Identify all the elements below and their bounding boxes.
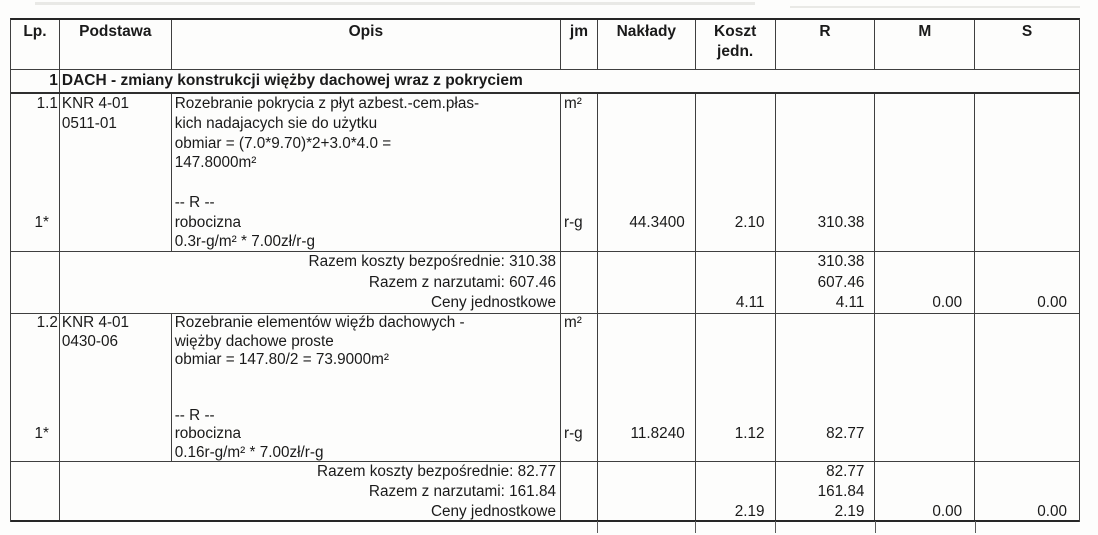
summary-direct-costs-label: Razem koszty bezpośrednie: 310.38 [308,253,556,270]
header-row [11,20,1079,70]
unit-price-r-value: 4.11 [835,294,865,312]
summary-naklady-cell [597,462,695,520]
spacer-line [696,273,775,294]
item-koszt-cell [695,94,775,251]
opis-line: Rozebranie elementów więźb dachowych - [174,314,465,331]
item-sub-number: 1* [34,213,49,231]
opis-line: 147.8000m² [174,154,257,172]
summary-s-cell [974,462,1079,520]
item-koszt-cell [695,314,775,461]
item-number: 1.2 [36,314,58,331]
sub-unit-label: r-g [563,425,583,442]
unit-price-koszt-value: 2.19 [734,502,765,520]
unit-label: m² [563,314,582,331]
summary-m-cell [874,252,974,313]
opis-line: robocizna [174,213,242,231]
item-jm-cell [560,314,597,461]
summary-with-markups-label: Razem z narzutami: 607.46 [368,273,556,291]
item-number: 1.1 [36,95,58,112]
summary-jm-cell [560,252,597,313]
unit-price-s-value: 0.00 [1037,502,1067,520]
col-header-koszt-line2: jedn. [717,43,754,60]
summary-block-1-1 [11,252,1079,314]
unit-price-r-value: 2.19 [834,502,865,520]
spacer-line [696,252,775,273]
unit-price-koszt-value: 4.11 [735,294,765,312]
spacer-line [975,273,1079,294]
spacer-line [975,252,1079,273]
summary-unit-prices-label: Ceny jednostkowe [430,294,556,312]
next-row-border-stub [597,521,598,533]
item-r-cell [775,314,875,461]
summary-with-markups-label: Razem z narzutami: 161.84 [368,482,556,500]
unit-price-s-value: 0.00 [1037,294,1067,312]
next-row-border-stub [975,521,976,533]
opis-line: obmiar = (7.0*9.70)*2+3.0*4.0 = [174,134,392,152]
col-header-koszt-line1: Koszt [714,23,757,40]
opis-line: kich nadajacych sie do użytku [174,114,378,132]
item-naklady-cell [597,314,695,461]
item-r-cell [775,94,875,251]
summary-jm-cell [560,462,597,520]
item-opis-cell [171,314,560,461]
with-markups-r-value: 161.84 [817,482,865,500]
summary-block-1-2 [11,462,1079,522]
summary-koszt-cell [695,252,775,313]
item-lp-cell [11,94,59,251]
col-header-naklady: Nakłady [597,20,695,69]
item-m-cell [874,314,974,461]
col-header-r: R [775,20,875,69]
koszt-jedn-value: 1.12 [734,425,765,442]
summary-lp-cell [11,462,59,520]
summary-s-cell [974,252,1079,313]
direct-costs-r-value: 310.38 [817,253,865,270]
naklady-value: 11.8240 [630,425,685,442]
col-header-jm: jm [560,20,597,69]
item-s-cell [974,314,1079,461]
scan-artifact [35,2,755,5]
spacer-line [875,273,974,294]
section-title: DACH - zmiany konstrukcji więżby dachowej wraz z pokryciem [59,70,1079,92]
col-header-s: S [974,20,1079,69]
next-row-border-stub [875,521,876,533]
summary-lp-cell [11,252,59,313]
spacer-line [975,462,1079,482]
section-row [11,70,1079,94]
item-row-1-2 [11,314,1079,462]
item-m-cell [874,94,974,251]
summary-m-cell [874,462,974,520]
summary-direct-costs-label: Razem koszty bezpośrednie: 82.77 [317,463,556,480]
item-podstawa-cell [59,314,171,461]
next-row-border-stub [775,521,776,533]
podstawa-line: KNR 4-01 [61,314,130,331]
unit-label: m² [563,95,582,112]
unit-price-m-value: 0.00 [932,294,963,312]
item-podstawa-cell [59,94,171,251]
item-sub-number: 1* [34,425,49,442]
spacer-line [875,462,974,482]
summary-r-cell [775,252,875,313]
item-lp-cell [11,314,59,461]
direct-costs-r-value: 82.77 [826,463,865,480]
section-number: 1 [49,72,58,89]
podstawa-line: KNR 4-01 [61,95,130,112]
naklady-value: 44.3400 [629,213,685,231]
summary-koszt-cell [695,462,775,520]
summary-label-cell [59,252,560,313]
col-header-koszt-jedn [695,20,775,69]
item-jm-cell [560,94,597,251]
col-header-opis: Opis [171,20,560,69]
summary-r-cell [775,462,875,520]
opis-line: -- R -- [174,406,215,424]
spacer-line [696,482,775,502]
item-row-1-1 [11,94,1079,252]
col-header-podstawa: Podstawa [59,20,171,69]
sub-unit-label: r-g [563,213,583,231]
summary-naklady-cell [597,252,695,313]
col-header-lp: Lp. [23,23,47,40]
opis-line: więżby dachowe proste [174,332,334,350]
opis-line: -- R -- [174,193,215,211]
r-value: 310.38 [817,213,865,231]
next-row-border-stub [695,521,696,533]
col-header-m: M [874,20,974,69]
scan-artifact [790,6,1080,8]
opis-line: 0.3r-g/m² * 7.00zł/r-g [174,233,315,251]
opis-line: robocizna [174,425,242,442]
opis-line: Rozebranie pokrycia z płyt azbest.-cem.płas- [174,95,480,112]
opis-labor-block [175,193,560,251]
spacer-line [875,482,974,502]
spacer-line [875,252,974,273]
item-opis-cell [171,94,560,251]
opis-line: obmiar = 147.80/2 = 73.9000m² [174,351,390,368]
spacer-line [975,482,1079,502]
opis-labor-block [175,407,560,462]
summary-unit-prices-label: Ceny jednostkowe [430,502,556,520]
podstawa-line: 0430-06 [61,332,119,350]
unit-price-m-value: 0.00 [932,502,963,520]
podstawa-line: 0511-01 [61,114,117,132]
koszt-jedn-value: 2.10 [734,213,765,231]
cost-estimate-table [10,18,1080,522]
with-markups-r-value: 607.46 [817,273,865,291]
opis-line: 0.16r-g/m² * 7.00zł/r-g [174,443,324,461]
summary-label-cell [59,462,560,520]
r-value: 82.77 [826,425,865,442]
item-s-cell [974,94,1079,251]
item-naklady-cell [597,94,695,251]
spacer-line [696,462,775,482]
